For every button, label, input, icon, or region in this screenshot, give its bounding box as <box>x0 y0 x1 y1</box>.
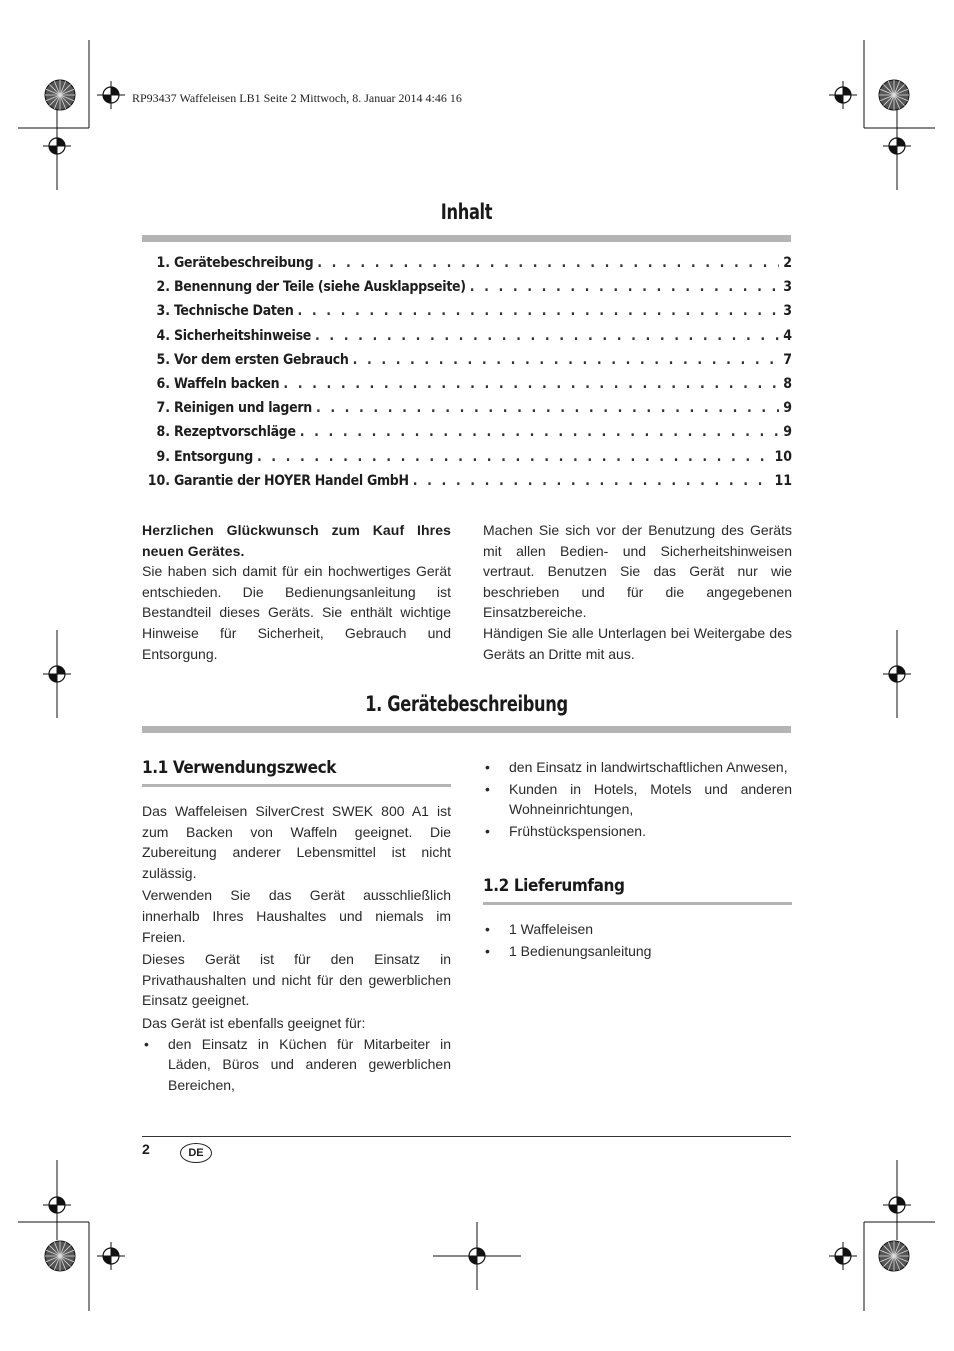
table-of-contents <box>142 255 792 497</box>
toc-entry-title: Gerätebeschreibung <box>174 255 314 271</box>
toc-entry-page: 7 <box>783 351 792 368</box>
toc-entry-title: Garantie der HOYER Handel GmbH <box>174 472 409 489</box>
toc-entry-number: 4. <box>156 327 170 344</box>
toc-leader-dots <box>317 255 779 271</box>
intro-right-paragraph-1: Machen Sie sich vor der Benutzung des Geräts mit allen Bedien- und Sicherheitshinweisen vertraut. Benutzen Sie das Gerät nur wie beschrieben und für die angegebenen Einsatzbereiche. <box>483 522 792 621</box>
toc-entry-title: Waffeln backen <box>174 375 280 392</box>
toc-entry-number: 5. <box>156 351 170 368</box>
section-heading: 1. Gerätebeschreibung <box>365 692 568 716</box>
toc-entry-page: 3 <box>783 303 792 320</box>
toc-entry-number: 6. <box>156 375 170 392</box>
intro-lead: Herzlichen Glückwunsch zum Kauf Ihres neuen Gerätes. <box>142 522 451 559</box>
toc-leader-dots <box>283 376 779 392</box>
verwendungszweck-text <box>142 801 451 1095</box>
list-item: • 1 Waffeleisen <box>483 919 792 940</box>
toc-entry-number: 9. <box>156 448 170 465</box>
toc-entry[interactable] <box>142 352 792 376</box>
bullet-list <box>142 1034 451 1096</box>
toc-entry-title: Rezeptvorschläge <box>174 424 296 441</box>
toc-entry-page: 11 <box>774 472 792 489</box>
toc-entry-title: Entsorgung <box>174 448 253 465</box>
bullet-list <box>483 757 792 841</box>
paragraph: Dieses Gerät ist für den Einsatz in Privathaushalten und nicht für den gewerblichen Einsatz geeignet. <box>142 951 451 1009</box>
toc-entry[interactable] <box>142 473 792 497</box>
toc-entry-page: 8 <box>783 375 792 392</box>
toc-entry[interactable] <box>142 279 792 303</box>
toc-entry[interactable] <box>142 424 792 448</box>
toc-leader-dots <box>300 424 779 440</box>
list-item: • den Einsatz in Küchen für Mitarbeiter in Läden, Büros und anderen gewerblichen Bereichen, <box>142 1034 451 1096</box>
intro-right-column <box>483 520 792 664</box>
toc-entry-title: Vor dem ersten Gebrauch <box>174 351 349 368</box>
verwendungszweck-continued <box>483 757 792 841</box>
print-slug-line: RP93437 Waffeleisen LB1 Seite 2 Mittwoch, 8. Januar 2014 4:46 16 <box>132 91 462 105</box>
toc-heading-rule <box>142 235 791 242</box>
toc-entry-page: 4 <box>783 327 792 344</box>
footer-rule <box>142 1136 791 1137</box>
toc-entry-title: Reinigen und lagern <box>174 400 312 417</box>
toc-entry-number: 8. <box>156 424 170 441</box>
toc-leader-dots <box>353 352 780 368</box>
paragraph: Das Waffeleisen SilverCrest SWEK 800 A1 ist zum Backen von Waffeln geeignet. Die Zubereitung anderer Lebensmittel ist nicht zulässig. <box>142 803 451 881</box>
toc-entry-page: 2 <box>783 255 792 271</box>
toc-entry[interactable] <box>142 376 792 400</box>
bullet-list <box>483 919 792 961</box>
paragraph: Verwenden Sie das Gerät ausschließlich innerhalb Ihres Haushaltes und niemals im Freien. <box>142 887 451 945</box>
subsection-heading-lieferumfang: 1.2 Lieferumfang <box>483 876 792 905</box>
toc-entry-page: 9 <box>783 400 792 417</box>
intro-right-paragraph-2: Händigen Sie alle Unterlagen bei Weitergabe des Geräts an Dritte mit aus. <box>483 624 792 662</box>
list-item: • Frühstückspensionen. <box>483 821 792 842</box>
toc-entry-number: 2. <box>156 279 170 296</box>
language-badge: DE <box>180 1143 212 1163</box>
section-heading-rule <box>142 726 791 733</box>
toc-entry-number: 10. <box>147 472 170 489</box>
toc-entry-title: Sicherheitshinweise <box>174 327 312 344</box>
intro-left-paragraph: Sie haben sich damit für ein hochwertiges Gerät entschieden. Die Bedienungsanleitung ist Bestandteil dieses Geräts. Sie enthält wichtige Hinweise für Sicherheit, Gebrauch und Entsorgung. <box>142 563 451 662</box>
toc-entry[interactable] <box>142 449 792 473</box>
lieferumfang-list <box>483 919 792 961</box>
toc-heading: Inhalt <box>440 200 493 224</box>
paragraph: Das Gerät ist ebenfalls geeignet für: <box>142 1014 366 1031</box>
list-item: • den Einsatz in landwirtschaftlichen Anwesen, <box>483 757 792 778</box>
toc-entry-number: 1. <box>156 255 170 271</box>
list-item: • 1 Bedienungsanleitung <box>483 941 792 962</box>
toc-entry[interactable] <box>142 255 792 279</box>
toc-leader-dots <box>470 279 779 295</box>
toc-entry-number: 3. <box>156 303 170 320</box>
toc-entry-page: 9 <box>783 424 792 441</box>
toc-entry-number: 7. <box>156 400 170 417</box>
toc-leader-dots <box>413 473 771 489</box>
toc-entry-page: 3 <box>783 279 792 296</box>
toc-entry-title: Technische Daten <box>174 303 294 320</box>
toc-leader-dots <box>315 328 779 344</box>
toc-leader-dots <box>257 449 771 465</box>
toc-entry[interactable] <box>142 400 792 424</box>
toc-entry-page: 10 <box>774 448 792 465</box>
toc-leader-dots <box>298 303 780 319</box>
toc-leader-dots <box>316 400 779 416</box>
subsection-heading-verwendungszweck: 1.1 Verwendungszweck <box>142 758 451 787</box>
toc-entry[interactable] <box>142 303 792 327</box>
page-number: 2 <box>142 1141 150 1157</box>
list-item: • Kunden in Hotels, Motels und anderen Wohneinrichtungen, <box>483 779 792 820</box>
toc-entry-title: Benennung der Teile (siehe Ausklappseite) <box>174 279 466 296</box>
intro-left-column <box>142 520 451 664</box>
toc-entry[interactable] <box>142 328 792 352</box>
